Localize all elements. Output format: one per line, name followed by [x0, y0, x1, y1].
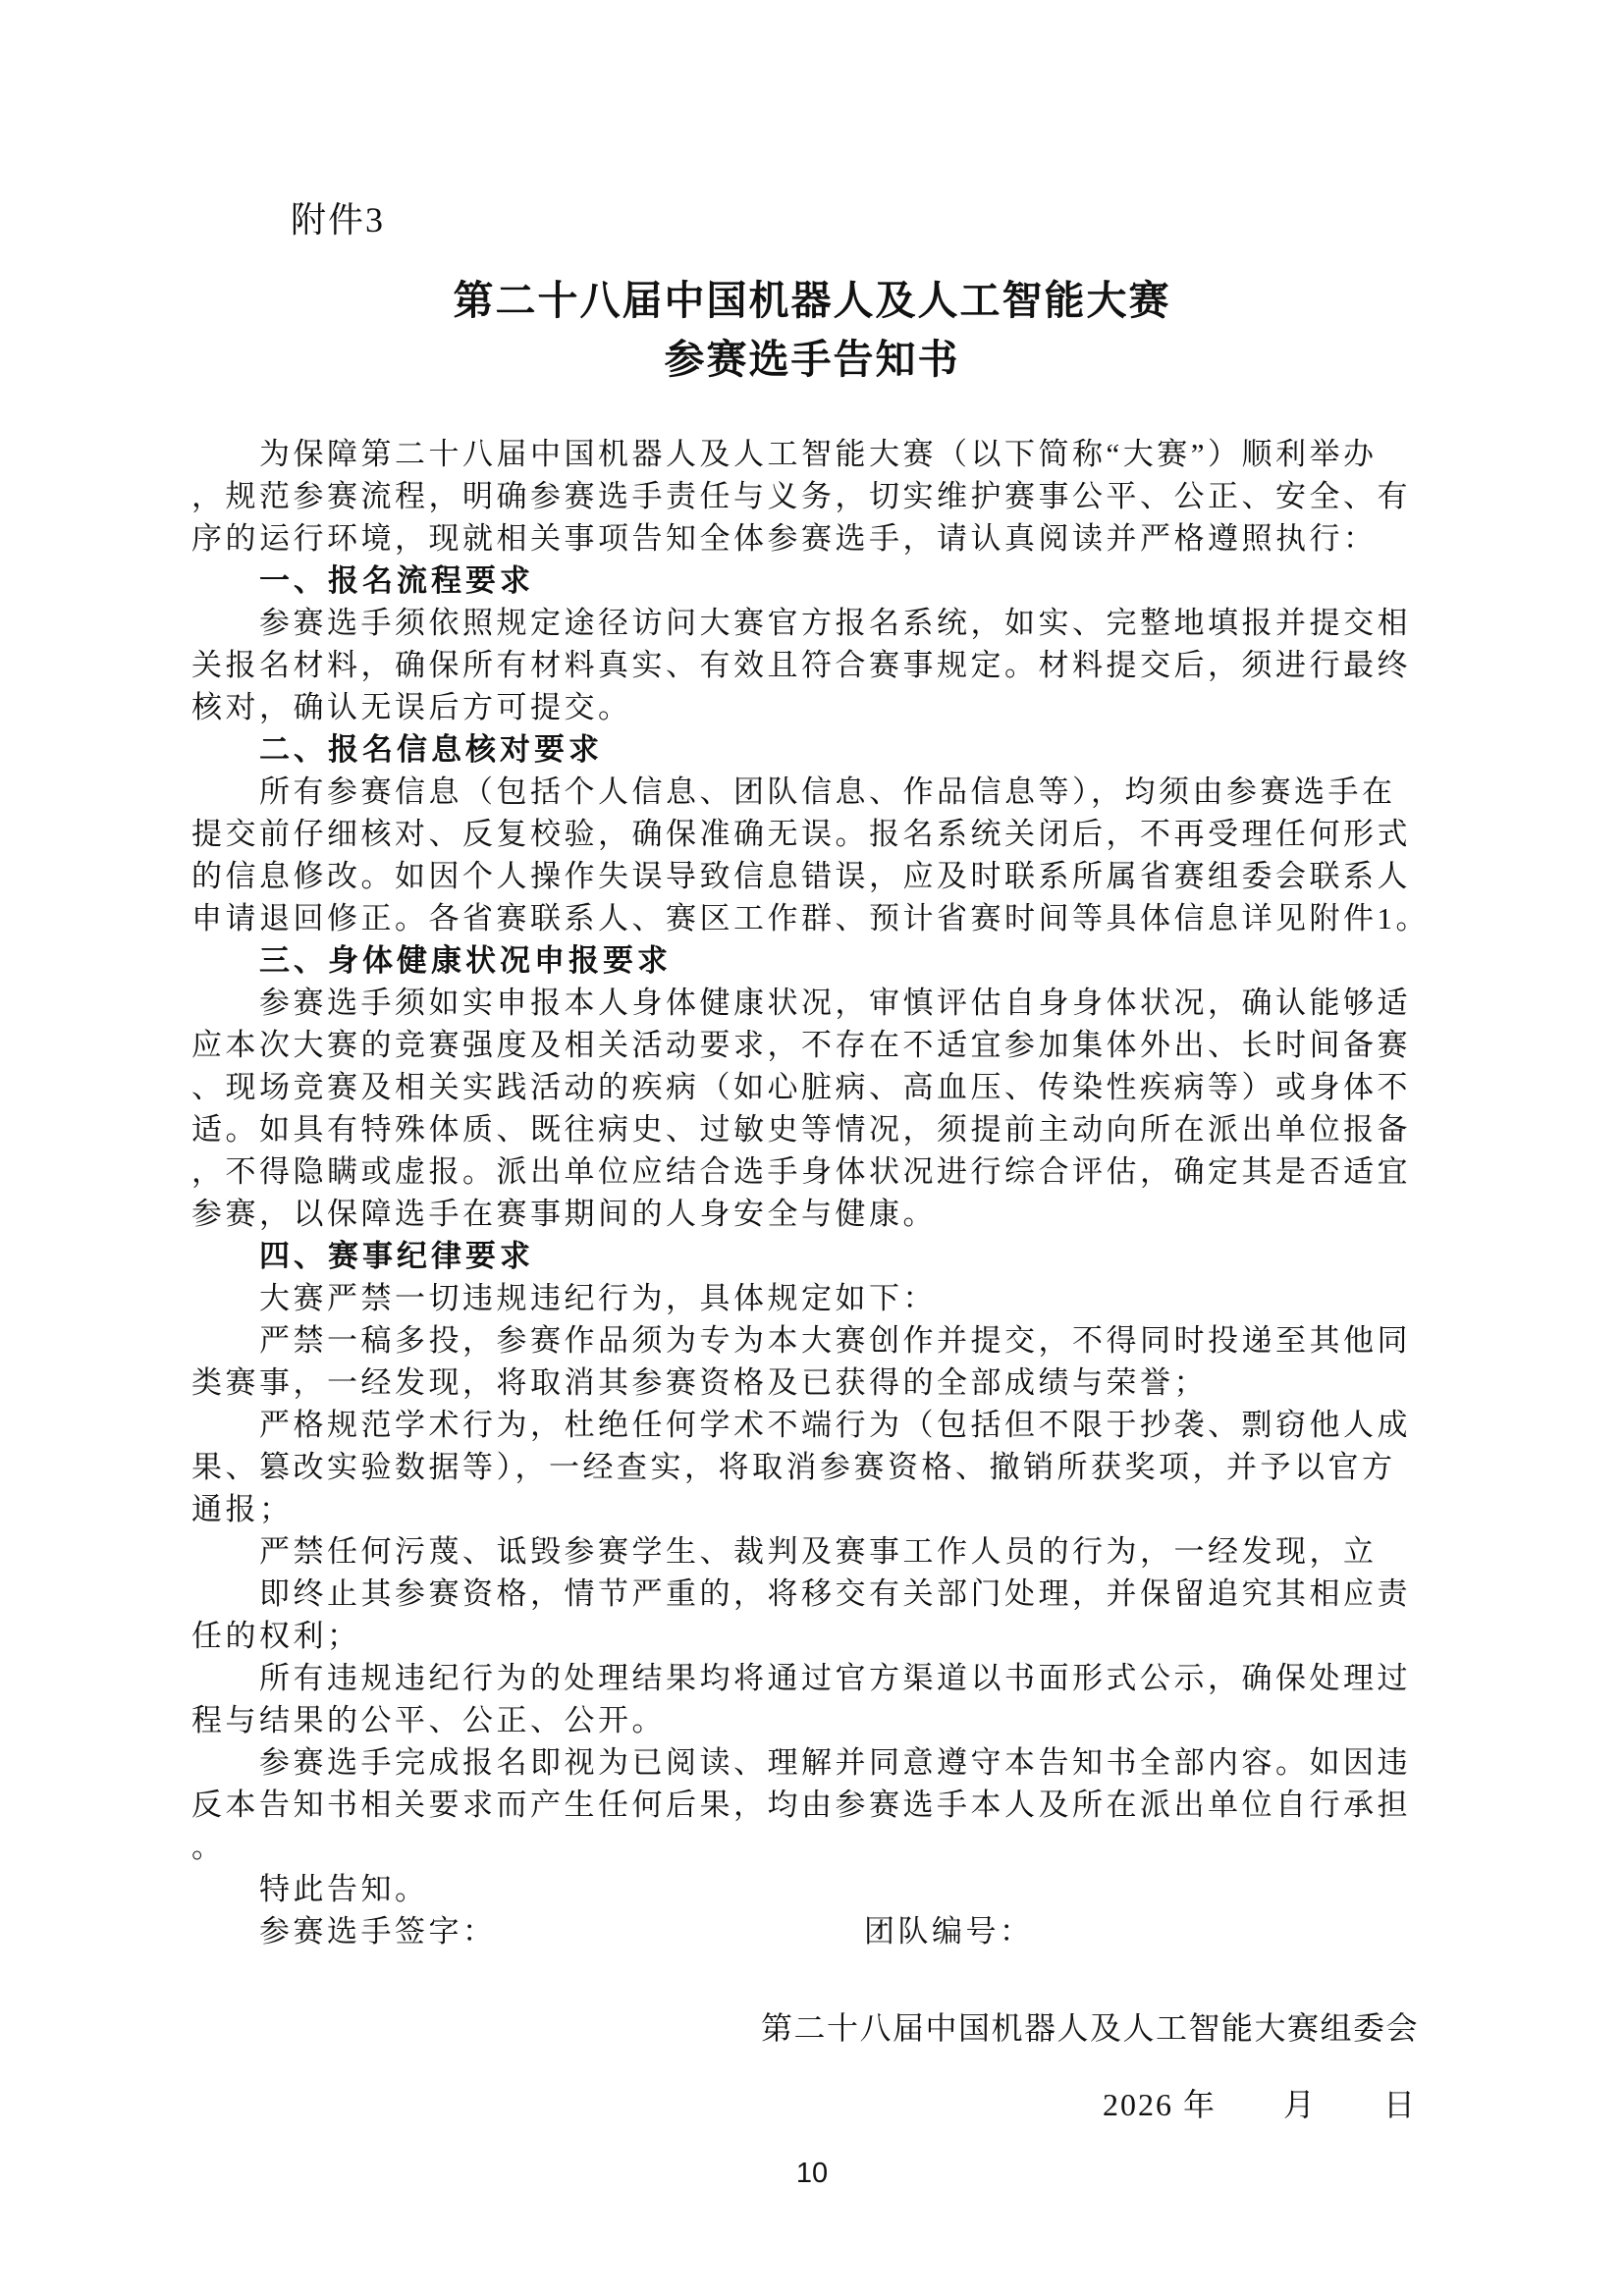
body-line: 核对，确认无误后方可提交。: [191, 690, 632, 724]
body-line: 的信息修改。如因个人操作失误导致信息错误，应及时联系所属省赛组委会联系人: [191, 859, 1411, 893]
section-heading: 三、身体健康状况申报要求: [259, 943, 672, 978]
body-line: 适。如具有特殊体质、既往病史、过敏史等情况，须提前主动向所在派出单位报备: [191, 1112, 1411, 1147]
body-line: 通报；: [191, 1492, 294, 1526]
body-line: 大赛严禁一切违规违纪行为，具体规定如下：: [259, 1281, 937, 1315]
body-line: 申请退回修正。各省赛联系人、赛区工作群、预计省赛时间等具体信息详见附件1。: [191, 901, 1430, 935]
team-number-label: 团队编号：: [864, 1914, 1034, 1949]
body-line: 果、篡改实验数据等），一经查实，将取消参赛资格、撤销所获奖项，并予以官方: [191, 1450, 1396, 1484]
document-body: [191, 433, 1453, 1910]
committee-line: 第二十八届中国机器人及人工智能大赛组委会: [760, 2010, 1419, 2046]
body-line: ，规范参赛流程，明确参赛选手责任与义务，切实维护赛事公平、公正、安全、有: [191, 479, 1411, 513]
body-line: ，不得隐瞒或虚报。派出单位应结合选手身体状况进行综合评估，确定其是否适宜: [191, 1154, 1411, 1189]
player-signature-label: 参赛选手签字：: [259, 1914, 497, 1949]
body-line: 参赛，以保障选手在赛事期间的人身安全与健康。: [191, 1197, 937, 1231]
title-line-2: 参赛选手告知书: [664, 337, 960, 382]
page-number: 10: [795, 2158, 829, 2189]
body-line: 特此告知。: [259, 1872, 429, 1906]
body-line: 严禁任何污蔑、诋毁参赛学生、裁判及赛事工作人员的行为，一经发现，立: [259, 1534, 1378, 1569]
attachment-label: 附件3: [291, 200, 386, 240]
body-line: 即终止其参赛资格，情节严重的，将移交有关部门处理，并保留追究其相应责: [259, 1576, 1411, 1611]
body-line: 应本次大赛的竞赛强度及相关活动要求，不存在不适宜参加集体外出、长时间备赛: [191, 1028, 1411, 1062]
body-line: 、现场竞赛及相关实践活动的疾病（如心脏病、高血压、传染性疾病等）或身体不: [191, 1070, 1411, 1104]
section-heading: 一、报名流程要求: [259, 563, 534, 598]
body-line: 任的权利；: [191, 1619, 361, 1653]
section-heading: 二、报名信息核对要求: [259, 732, 603, 767]
body-line: 序的运行环境，现就相关事项告知全体参赛选手，请认真阅读并严格遵照执行：: [191, 521, 1378, 556]
body-line: 严格规范学术行为，杜绝任何学术不端行为（包括但不限于抄袭、剽窃他人成: [259, 1408, 1411, 1442]
body-line: 所有违规违纪行为的处理结果均将通过官方渠道以书面形式公示，确保处理过: [259, 1661, 1411, 1695]
body-line: 为保障第二十八届中国机器人及人工智能大赛（以下简称“大赛”）顺利举办: [259, 437, 1378, 471]
date-line: 2026 年 月 日: [1102, 2087, 1417, 2122]
body-line: 所有参赛信息（包括个人信息、团队信息、作品信息等），均须由参赛选手在: [259, 774, 1396, 809]
body-line: 。: [191, 1830, 226, 1864]
body-line: 关报名材料，确保所有材料真实、有效且符合赛事规定。材料提交后，须进行最终: [191, 648, 1411, 682]
signature-row: [191, 1910, 1453, 1952]
body-line: 参赛选手须依照规定途径访问大赛官方报名系统，如实、完整地填报并提交相: [259, 606, 1411, 640]
body-line: 反本告知书相关要求而产生任何后果，均由参赛选手本人及所在派出单位自行承担: [191, 1788, 1411, 1822]
body-line: 提交前仔细核对、反复校验，确保准确无误。报名系统关闭后，不再受理任何形式: [191, 817, 1411, 851]
title-line-1: 第二十八届中国机器人及人工智能大赛: [453, 278, 1171, 323]
body-line: 严禁一稿多投，参赛作品须为专为本大赛创作并提交，不得同时投递至其他同: [259, 1323, 1411, 1358]
body-line: 类赛事，一经发现，将取消其参赛资格及已获得的全部成绩与荣誉；: [191, 1365, 1208, 1400]
document-title: [0, 271, 1624, 389]
section-heading: 四、赛事纪律要求: [259, 1239, 534, 1273]
body-line: 参赛选手完成报名即视为已阅读、理解并同意遵守本告知书全部内容。如因违: [259, 1745, 1411, 1780]
body-line: 程与结果的公平、公正、公开。: [191, 1703, 666, 1737]
body-line: 参赛选手须如实申报本人身体健康状况，审慎评估自身身体状况，确认能够适: [259, 986, 1411, 1020]
